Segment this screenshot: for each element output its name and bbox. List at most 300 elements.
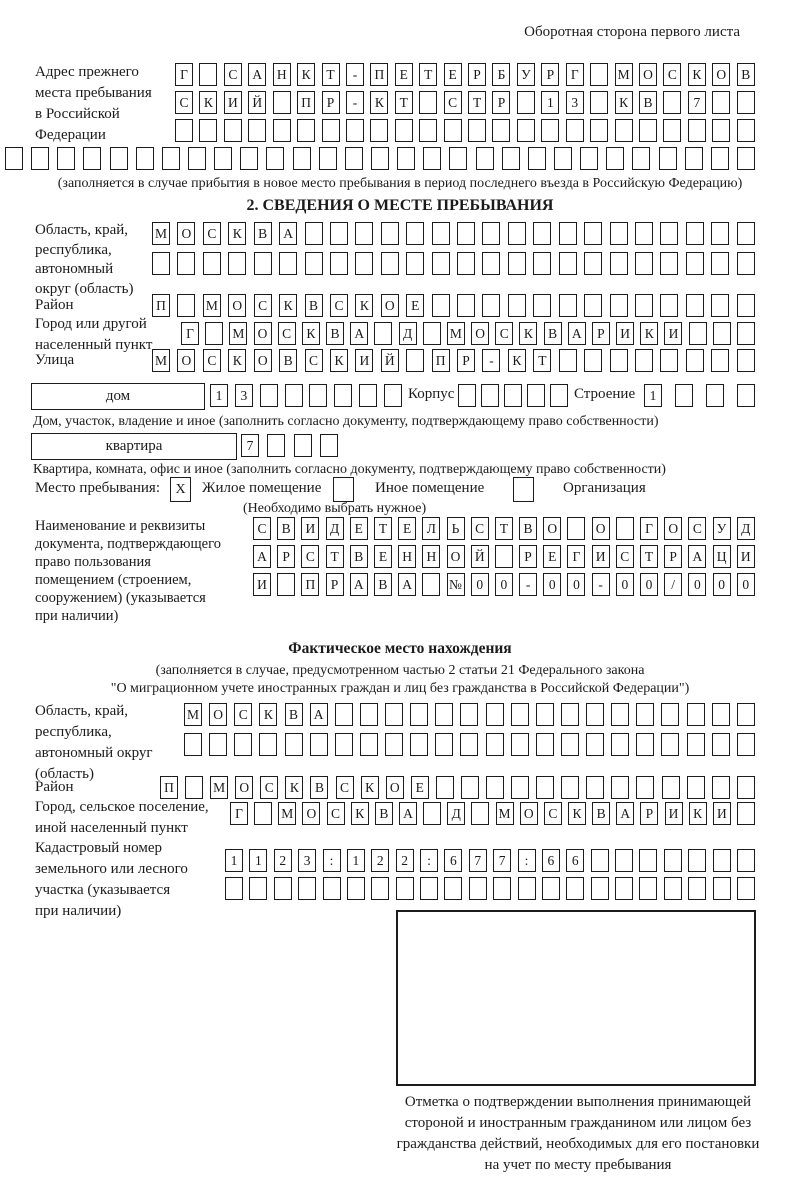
char-cell[interactable]: 0 — [471, 573, 489, 596]
char-cell[interactable]: С — [336, 776, 354, 799]
char-cell[interactable]: 0 — [737, 573, 755, 596]
char-cell[interactable]: Е — [444, 63, 462, 86]
char-cell[interactable] — [199, 119, 217, 142]
char-cell[interactable] — [591, 877, 609, 900]
char-cell[interactable]: Р — [457, 349, 475, 372]
char-cell[interactable]: 3 — [235, 384, 253, 407]
char-cell[interactable] — [536, 776, 554, 799]
char-cell[interactable] — [610, 222, 628, 245]
char-cell[interactable]: П — [370, 63, 388, 86]
char-cell[interactable]: А — [253, 545, 271, 568]
char-cell[interactable] — [432, 294, 450, 317]
char-cell[interactable]: А — [248, 63, 266, 86]
char-cell[interactable] — [110, 147, 128, 170]
char-cell[interactable]: / — [664, 573, 682, 596]
char-cell[interactable] — [385, 733, 403, 756]
char-cell[interactable]: М — [203, 294, 221, 317]
char-cell[interactable] — [346, 119, 364, 142]
char-cell[interactable] — [737, 147, 755, 170]
char-cell[interactable] — [517, 91, 535, 114]
char-cell[interactable] — [661, 733, 679, 756]
char-cell[interactable]: Е — [374, 545, 392, 568]
char-cell[interactable]: С — [616, 545, 634, 568]
char-cell[interactable] — [533, 252, 551, 275]
char-cell[interactable] — [175, 119, 193, 142]
char-cell[interactable]: В — [254, 222, 272, 245]
dom-box[interactable]: дом — [31, 383, 205, 410]
char-cell[interactable] — [254, 252, 272, 275]
char-cell[interactable]: С — [301, 545, 319, 568]
char-cell[interactable] — [561, 703, 579, 726]
char-cell[interactable] — [688, 877, 706, 900]
char-cell[interactable]: М — [152, 349, 170, 372]
char-cell[interactable] — [419, 119, 437, 142]
char-cell[interactable]: В — [592, 802, 610, 825]
char-cell[interactable]: И — [713, 802, 731, 825]
stamp-box[interactable] — [396, 910, 756, 1086]
char-cell[interactable]: С — [203, 349, 221, 372]
char-cell[interactable] — [267, 434, 285, 457]
char-cell[interactable] — [584, 349, 602, 372]
char-cell[interactable] — [177, 294, 195, 317]
char-cell[interactable] — [492, 119, 510, 142]
char-cell[interactable] — [374, 322, 392, 345]
char-cell[interactable] — [688, 849, 706, 872]
char-cell[interactable]: И — [253, 573, 271, 596]
char-cell[interactable]: О — [177, 222, 195, 245]
char-cell[interactable] — [508, 294, 526, 317]
char-cell[interactable]: О — [520, 802, 538, 825]
char-cell[interactable] — [323, 877, 341, 900]
char-cell[interactable]: Р — [592, 322, 610, 345]
char-cell[interactable] — [279, 252, 297, 275]
char-cell[interactable] — [688, 119, 706, 142]
char-cell[interactable]: Б — [492, 63, 510, 86]
char-cell[interactable] — [293, 147, 311, 170]
char-cell[interactable]: В — [544, 322, 562, 345]
char-cell[interactable]: 0 — [688, 573, 706, 596]
char-cell[interactable] — [559, 294, 577, 317]
char-cell[interactable] — [737, 222, 755, 245]
char-cell[interactable] — [737, 349, 755, 372]
char-cell[interactable] — [660, 294, 678, 317]
char-cell[interactable]: О — [386, 776, 404, 799]
char-cell[interactable]: И — [592, 545, 610, 568]
char-cell[interactable] — [687, 703, 705, 726]
char-cell[interactable]: С — [175, 91, 193, 114]
char-cell[interactable] — [737, 877, 755, 900]
char-cell[interactable]: В — [737, 63, 755, 86]
char-cell[interactable] — [152, 252, 170, 275]
char-cell[interactable]: Д — [447, 802, 465, 825]
char-cell[interactable] — [660, 252, 678, 275]
char-cell[interactable] — [615, 849, 633, 872]
char-cell[interactable]: В — [374, 573, 392, 596]
char-cell[interactable] — [162, 147, 180, 170]
char-cell[interactable]: - — [519, 573, 537, 596]
char-cell[interactable] — [511, 776, 529, 799]
char-cell[interactable] — [584, 222, 602, 245]
char-cell[interactable] — [444, 877, 462, 900]
char-cell[interactable] — [482, 294, 500, 317]
char-cell[interactable] — [335, 703, 353, 726]
char-cell[interactable] — [586, 733, 604, 756]
char-cell[interactable] — [322, 119, 340, 142]
char-cell[interactable] — [591, 849, 609, 872]
char-cell[interactable]: И — [737, 545, 755, 568]
char-cell[interactable] — [458, 384, 476, 407]
char-cell[interactable]: К — [519, 322, 537, 345]
char-cell[interactable] — [686, 222, 704, 245]
char-cell[interactable]: Р — [640, 802, 658, 825]
char-cell[interactable] — [615, 877, 633, 900]
char-cell[interactable]: Й — [381, 349, 399, 372]
char-cell[interactable] — [632, 147, 650, 170]
char-cell[interactable] — [737, 252, 755, 275]
char-cell[interactable]: : — [323, 849, 341, 872]
char-cell[interactable]: 0 — [495, 573, 513, 596]
char-cell[interactable] — [493, 877, 511, 900]
char-cell[interactable] — [606, 147, 624, 170]
char-cell[interactable] — [675, 384, 693, 407]
char-cell[interactable]: К — [228, 349, 246, 372]
char-cell[interactable] — [713, 877, 731, 900]
char-cell[interactable]: Г — [566, 63, 584, 86]
char-cell[interactable] — [635, 349, 653, 372]
char-cell[interactable] — [214, 147, 232, 170]
char-cell[interactable] — [662, 776, 680, 799]
char-cell[interactable]: П — [432, 349, 450, 372]
char-cell[interactable] — [406, 252, 424, 275]
char-cell[interactable]: - — [346, 91, 364, 114]
char-cell[interactable]: М — [496, 802, 514, 825]
char-cell[interactable] — [536, 703, 554, 726]
char-cell[interactable] — [471, 802, 489, 825]
char-cell[interactable]: 1 — [541, 91, 559, 114]
char-cell[interactable]: У — [517, 63, 535, 86]
char-cell[interactable] — [420, 877, 438, 900]
char-cell[interactable] — [687, 776, 705, 799]
char-cell[interactable]: О — [471, 322, 489, 345]
char-cell[interactable]: А — [688, 545, 706, 568]
char-cell[interactable] — [737, 384, 755, 407]
char-cell[interactable] — [711, 349, 729, 372]
char-cell[interactable] — [590, 63, 608, 86]
char-cell[interactable] — [476, 147, 494, 170]
char-cell[interactable]: В — [326, 322, 344, 345]
char-cell[interactable]: 7 — [469, 849, 487, 872]
char-cell[interactable] — [639, 877, 657, 900]
char-cell[interactable] — [686, 294, 704, 317]
char-cell[interactable]: 0 — [616, 573, 634, 596]
char-cell[interactable]: Ь — [447, 517, 465, 540]
char-cell[interactable] — [712, 119, 730, 142]
char-cell[interactable]: К — [568, 802, 586, 825]
char-cell[interactable]: К — [199, 91, 217, 114]
char-cell[interactable]: Р — [277, 545, 295, 568]
char-cell[interactable]: А — [568, 322, 586, 345]
char-cell[interactable]: - — [592, 573, 610, 596]
char-cell[interactable] — [486, 703, 504, 726]
char-cell[interactable] — [610, 252, 628, 275]
char-cell[interactable]: 3 — [298, 849, 316, 872]
char-cell[interactable] — [639, 119, 657, 142]
char-cell[interactable] — [611, 776, 629, 799]
char-cell[interactable] — [310, 733, 328, 756]
char-cell[interactable]: А — [310, 703, 328, 726]
char-cell[interactable]: Р — [519, 545, 537, 568]
char-cell[interactable]: О — [592, 517, 610, 540]
char-cell[interactable]: О — [235, 776, 253, 799]
char-cell[interactable]: - — [346, 63, 364, 86]
char-cell[interactable]: 6 — [542, 849, 560, 872]
char-cell[interactable]: О — [177, 349, 195, 372]
char-cell[interactable]: Р — [492, 91, 510, 114]
char-cell[interactable] — [273, 91, 291, 114]
char-cell[interactable]: К — [285, 776, 303, 799]
char-cell[interactable] — [636, 733, 654, 756]
char-cell[interactable] — [449, 147, 467, 170]
char-cell[interactable] — [460, 703, 478, 726]
char-cell[interactable] — [435, 733, 453, 756]
char-cell[interactable]: С — [663, 63, 681, 86]
char-cell[interactable]: М — [184, 703, 202, 726]
char-cell[interactable]: И — [616, 322, 634, 345]
char-cell[interactable] — [511, 703, 529, 726]
char-cell[interactable]: : — [518, 849, 536, 872]
char-cell[interactable]: Е — [543, 545, 561, 568]
char-cell[interactable] — [590, 91, 608, 114]
char-cell[interactable] — [457, 252, 475, 275]
char-cell[interactable]: А — [398, 573, 416, 596]
char-cell[interactable]: 1 — [225, 849, 243, 872]
char-cell[interactable] — [664, 877, 682, 900]
char-cell[interactable] — [298, 877, 316, 900]
char-cell[interactable] — [355, 222, 373, 245]
char-cell[interactable]: Т — [395, 91, 413, 114]
char-cell[interactable]: А — [399, 802, 417, 825]
char-cell[interactable]: М — [152, 222, 170, 245]
char-cell[interactable]: Т — [322, 63, 340, 86]
char-cell[interactable] — [611, 703, 629, 726]
char-cell[interactable]: 1 — [210, 384, 228, 407]
char-cell[interactable] — [423, 322, 441, 345]
char-cell[interactable] — [188, 147, 206, 170]
char-cell[interactable]: О — [639, 63, 657, 86]
char-cell[interactable]: К — [361, 776, 379, 799]
char-cell[interactable]: 7 — [493, 849, 511, 872]
char-cell[interactable] — [31, 147, 49, 170]
char-cell[interactable]: А — [350, 573, 368, 596]
zhiloe-checkbox[interactable]: X — [170, 477, 191, 502]
char-cell[interactable]: Е — [411, 776, 429, 799]
char-cell[interactable]: М — [447, 322, 465, 345]
char-cell[interactable]: О — [254, 349, 272, 372]
char-cell[interactable] — [711, 294, 729, 317]
char-cell[interactable]: О — [302, 802, 320, 825]
char-cell[interactable] — [481, 384, 499, 407]
char-cell[interactable] — [249, 877, 267, 900]
char-cell[interactable]: Й — [471, 545, 489, 568]
char-cell[interactable]: В — [350, 545, 368, 568]
char-cell[interactable]: Е — [398, 517, 416, 540]
char-cell[interactable] — [360, 703, 378, 726]
char-cell[interactable] — [635, 252, 653, 275]
char-cell[interactable] — [423, 147, 441, 170]
char-cell[interactable] — [359, 384, 377, 407]
char-cell[interactable]: Р — [326, 573, 344, 596]
char-cell[interactable]: Н — [422, 545, 440, 568]
char-cell[interactable]: 2 — [274, 849, 292, 872]
char-cell[interactable]: 2 — [371, 849, 389, 872]
char-cell[interactable] — [309, 384, 327, 407]
char-cell[interactable] — [457, 222, 475, 245]
char-cell[interactable] — [567, 517, 585, 540]
char-cell[interactable] — [444, 119, 462, 142]
char-cell[interactable] — [712, 733, 730, 756]
char-cell[interactable] — [305, 222, 323, 245]
char-cell[interactable]: О — [209, 703, 227, 726]
char-cell[interactable] — [664, 849, 682, 872]
char-cell[interactable]: И — [664, 322, 682, 345]
char-cell[interactable] — [185, 776, 203, 799]
char-cell[interactable] — [686, 349, 704, 372]
char-cell[interactable] — [381, 252, 399, 275]
kvartira-box[interactable]: квартира — [31, 433, 237, 460]
char-cell[interactable] — [285, 384, 303, 407]
char-cell[interactable]: К — [370, 91, 388, 114]
char-cell[interactable] — [330, 252, 348, 275]
char-cell[interactable] — [184, 733, 202, 756]
char-cell[interactable] — [432, 252, 450, 275]
char-cell[interactable] — [712, 776, 730, 799]
char-cell[interactable]: С — [234, 703, 252, 726]
char-cell[interactable] — [482, 252, 500, 275]
char-cell[interactable] — [566, 877, 584, 900]
char-cell[interactable]: С — [688, 517, 706, 540]
char-cell[interactable] — [360, 733, 378, 756]
char-cell[interactable]: Е — [406, 294, 424, 317]
char-cell[interactable] — [711, 222, 729, 245]
char-cell[interactable] — [636, 776, 654, 799]
char-cell[interactable] — [319, 147, 337, 170]
char-cell[interactable] — [305, 252, 323, 275]
char-cell[interactable]: 0 — [713, 573, 731, 596]
char-cell[interactable]: Т — [640, 545, 658, 568]
char-cell[interactable] — [660, 349, 678, 372]
char-cell[interactable] — [381, 222, 399, 245]
char-cell[interactable]: Р — [664, 545, 682, 568]
char-cell[interactable] — [737, 733, 755, 756]
char-cell[interactable] — [209, 733, 227, 756]
char-cell[interactable]: П — [297, 91, 315, 114]
char-cell[interactable]: 0 — [567, 573, 585, 596]
char-cell[interactable] — [469, 877, 487, 900]
char-cell[interactable] — [234, 733, 252, 756]
char-cell[interactable]: У — [713, 517, 731, 540]
char-cell[interactable]: Т — [468, 91, 486, 114]
char-cell[interactable] — [419, 91, 437, 114]
char-cell[interactable] — [371, 877, 389, 900]
char-cell[interactable] — [320, 434, 338, 457]
char-cell[interactable] — [566, 119, 584, 142]
char-cell[interactable] — [561, 776, 579, 799]
char-cell[interactable] — [371, 147, 389, 170]
char-cell[interactable]: 7 — [688, 91, 706, 114]
char-cell[interactable]: О — [664, 517, 682, 540]
char-cell[interactable]: Г — [175, 63, 193, 86]
char-cell[interactable] — [511, 733, 529, 756]
char-cell[interactable] — [260, 384, 278, 407]
char-cell[interactable]: К — [351, 802, 369, 825]
char-cell[interactable]: К — [228, 222, 246, 245]
char-cell[interactable]: К — [302, 322, 320, 345]
char-cell[interactable]: В — [375, 802, 393, 825]
char-cell[interactable] — [57, 147, 75, 170]
char-cell[interactable] — [410, 733, 428, 756]
char-cell[interactable]: Т — [326, 545, 344, 568]
char-cell[interactable]: С — [254, 294, 272, 317]
char-cell[interactable] — [586, 703, 604, 726]
char-cell[interactable]: Р — [322, 91, 340, 114]
char-cell[interactable] — [663, 119, 681, 142]
char-cell[interactable] — [712, 91, 730, 114]
char-cell[interactable]: С — [330, 294, 348, 317]
char-cell[interactable] — [273, 119, 291, 142]
char-cell[interactable] — [711, 252, 729, 275]
char-cell[interactable]: Г — [181, 322, 199, 345]
char-cell[interactable]: Г — [640, 517, 658, 540]
char-cell[interactable] — [541, 119, 559, 142]
char-cell[interactable]: К — [615, 91, 633, 114]
char-cell[interactable] — [495, 545, 513, 568]
char-cell[interactable]: Р — [468, 63, 486, 86]
char-cell[interactable] — [330, 222, 348, 245]
char-cell[interactable] — [199, 63, 217, 86]
char-cell[interactable]: Д — [326, 517, 344, 540]
char-cell[interactable] — [203, 252, 221, 275]
char-cell[interactable] — [335, 733, 353, 756]
char-cell[interactable]: Е — [350, 517, 368, 540]
char-cell[interactable]: Т — [495, 517, 513, 540]
char-cell[interactable]: К — [508, 349, 526, 372]
char-cell[interactable] — [248, 119, 266, 142]
char-cell[interactable] — [225, 877, 243, 900]
char-cell[interactable]: А — [279, 222, 297, 245]
char-cell[interactable] — [274, 877, 292, 900]
char-cell[interactable]: К — [688, 63, 706, 86]
char-cell[interactable]: 0 — [640, 573, 658, 596]
char-cell[interactable]: 7 — [241, 434, 259, 457]
char-cell[interactable] — [639, 849, 657, 872]
char-cell[interactable] — [610, 349, 628, 372]
char-cell[interactable]: Г — [567, 545, 585, 568]
char-cell[interactable] — [518, 877, 536, 900]
char-cell[interactable]: Л — [422, 517, 440, 540]
char-cell[interactable]: О — [228, 294, 246, 317]
char-cell[interactable]: Р — [541, 63, 559, 86]
char-cell[interactable]: М — [615, 63, 633, 86]
char-cell[interactable] — [508, 252, 526, 275]
char-cell[interactable] — [584, 294, 602, 317]
char-cell[interactable]: Т — [533, 349, 551, 372]
char-cell[interactable]: К — [297, 63, 315, 86]
char-cell[interactable] — [240, 147, 258, 170]
char-cell[interactable]: : — [420, 849, 438, 872]
char-cell[interactable] — [615, 119, 633, 142]
char-cell[interactable]: Т — [374, 517, 392, 540]
char-cell[interactable] — [396, 877, 414, 900]
